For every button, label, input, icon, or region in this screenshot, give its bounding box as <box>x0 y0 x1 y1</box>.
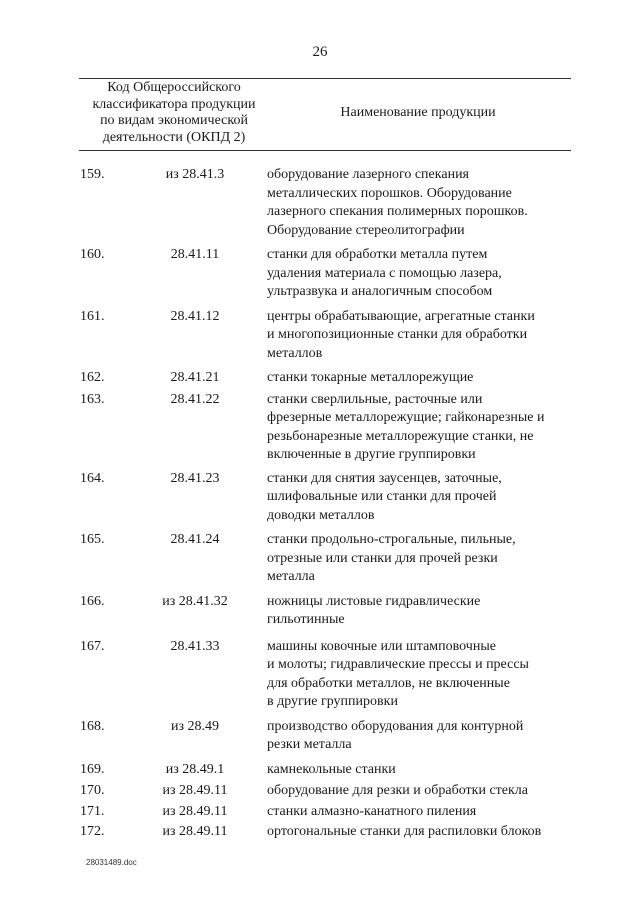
row-okpd-code: из 28.49.11 <box>162 803 228 819</box>
header-code-column <box>80 80 268 146</box>
table-body <box>0 166 640 842</box>
product-name-line: лазерного спекания полимерных порошков. <box>267 204 528 219</box>
table-row <box>0 638 640 712</box>
product-name-line: резки металла <box>267 737 352 752</box>
product-name-line: металла <box>267 569 315 584</box>
row-product-name <box>267 470 571 526</box>
row-okpd-code: 28.41.22 <box>170 391 220 407</box>
row-product-name <box>267 531 571 587</box>
row-product-name <box>267 369 571 388</box>
product-name-line: оборудование для резки и обработки стекла <box>267 783 529 798</box>
product-name-line: ортогональные станки для распиловки блоков <box>267 824 542 839</box>
table-row <box>0 369 640 388</box>
product-name-line: производство оборудования для контурной <box>267 718 524 734</box>
row-number: 164. <box>80 470 105 486</box>
product-name-line: станки сверлильные, расточные или <box>267 391 483 407</box>
product-name-line: центры обрабатывающие, агрегатные станки <box>267 308 535 324</box>
row-product-name <box>267 823 571 842</box>
row-product-name <box>267 593 571 630</box>
header-name-column: Наименование продукции <box>340 105 496 120</box>
row-okpd-code: из 28.49.11 <box>162 783 228 798</box>
product-name-line: для обработки металлов, не включенные <box>267 675 510 691</box>
row-product-name <box>267 246 571 302</box>
table-row <box>0 308 640 364</box>
row-number: 159. <box>80 167 105 182</box>
row-okpd-code: из 28.49.11 <box>162 824 228 839</box>
row-number: 170. <box>80 783 105 798</box>
table-row <box>0 531 640 587</box>
row-number: 161. <box>80 308 105 324</box>
row-product-name <box>267 391 571 465</box>
product-name-line: фрезерные металлорежущие; гайконарезные и <box>267 410 545 425</box>
page-number: 26 <box>312 44 328 60</box>
row-okpd-code: 28.41.11 <box>170 247 220 262</box>
row-okpd-code: из 28.49 <box>170 718 220 734</box>
product-name-line: станки токарные металлорежущие <box>267 370 474 385</box>
row-product-name <box>267 638 571 712</box>
header-code-line: Код Общероссийского <box>107 80 241 95</box>
product-name-line: металлических порошков. Оборудование <box>267 185 512 201</box>
header-code-line: классификатора продукции <box>92 96 256 112</box>
row-product-name <box>267 782 571 801</box>
row-number: 162. <box>80 370 105 385</box>
product-name-line: удаления материала с помощью лазера, <box>267 265 502 281</box>
product-name-line: станки продольно-строгальные, пильные, <box>267 532 516 547</box>
product-name-line: отрезные или станки для прочей резки <box>267 550 498 566</box>
table-row <box>0 718 640 755</box>
header-code-line: деятельности (ОКПД 2) <box>102 129 246 145</box>
product-name-line: ультразвука и аналогичным способом <box>267 284 493 299</box>
product-name-line: доводки металлов <box>267 507 375 523</box>
product-name-line: металлов <box>267 345 323 361</box>
table-row <box>0 166 640 240</box>
table-row <box>0 391 640 465</box>
product-name-line: в другие группировки <box>267 694 398 709</box>
row-number: 165. <box>80 532 105 547</box>
row-okpd-code: 28.41.33 <box>170 638 220 654</box>
product-name-line: гильотинные <box>267 612 345 627</box>
row-okpd-code: из 28.49.1 <box>165 761 225 777</box>
row-number: 172. <box>80 824 105 839</box>
table-row <box>0 803 640 822</box>
product-name-line: и молоты; гидравлические прессы и прессы <box>267 657 529 672</box>
row-okpd-code: 28.41.21 <box>170 370 220 385</box>
product-name-line: резьбонарезные металлорежущие станки, не <box>267 428 534 444</box>
product-name-line: камнекольные станки <box>267 761 396 777</box>
product-name-line: включенные в другие группировки <box>267 447 476 462</box>
product-name-line: и многопозиционные станки для обработки <box>267 327 528 342</box>
row-number: 163. <box>80 391 105 407</box>
row-okpd-code: из 28.41.32 <box>162 593 228 609</box>
product-name-line: Оборудование стереолитографии <box>267 222 465 238</box>
product-name-line: станки для снятия заусенцев, заточные, <box>267 470 502 486</box>
table-row <box>0 823 640 842</box>
table-top-rule <box>79 78 571 79</box>
row-number: 160. <box>80 247 105 262</box>
product-name-line: машины ковочные или штамповочные <box>267 638 496 654</box>
table-row <box>0 593 640 630</box>
product-name-line: станки для обработки металла путем <box>267 247 488 262</box>
row-product-name <box>267 761 571 780</box>
product-name-line: оборудование лазерного спекания <box>267 167 469 182</box>
row-number: 171. <box>80 803 105 819</box>
row-okpd-code: 28.41.12 <box>170 308 220 324</box>
row-product-name <box>267 308 571 364</box>
row-product-name <box>267 718 571 755</box>
table-row <box>0 246 640 302</box>
table-row <box>0 782 640 801</box>
product-name-line: ножницы листовые гидравлические <box>267 593 481 609</box>
table-header-bottom-rule <box>79 150 571 151</box>
row-number: 168. <box>80 718 105 734</box>
table-row <box>0 470 640 526</box>
row-number: 169. <box>80 761 105 777</box>
product-name-line: станки алмазно-канатного пиления <box>267 803 477 819</box>
row-product-name <box>267 803 571 822</box>
table-row <box>0 761 640 780</box>
row-product-name <box>267 166 571 240</box>
product-name-line: шлифовальные или станки для прочей <box>267 489 497 504</box>
row-okpd-code: из 28.41.3 <box>165 167 225 182</box>
document-id: 28031489.doc <box>86 858 137 867</box>
row-number: 167. <box>80 638 105 654</box>
row-okpd-code: 28.41.23 <box>170 470 220 486</box>
row-number: 166. <box>80 593 105 609</box>
header-code-line: по видам экономической <box>100 113 248 128</box>
row-okpd-code: 28.41.24 <box>170 532 220 547</box>
